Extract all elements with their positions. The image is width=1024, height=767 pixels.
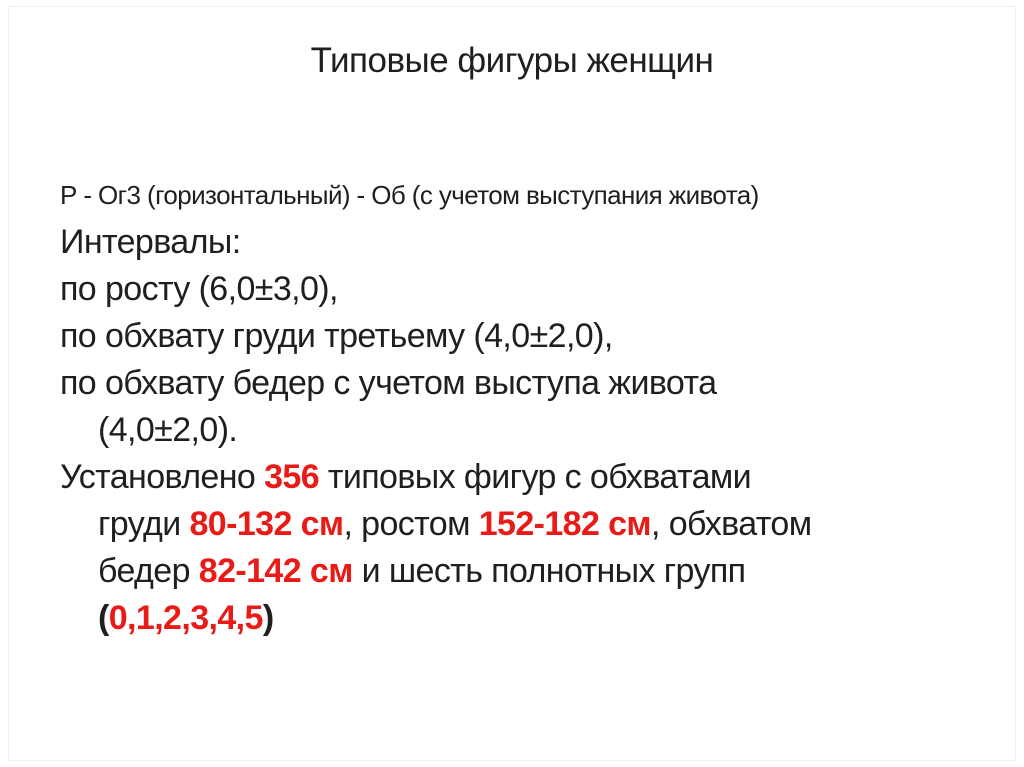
text-segment: по обхвату бедер с учетом выступа живота [60, 364, 717, 402]
text-segment: по росту (6,0±3,0), [60, 270, 338, 308]
text-line [60, 501, 980, 548]
text-segment: (4,0±2,0). [98, 411, 238, 449]
text-segment: Интервалы: [60, 223, 241, 261]
text-segment: , обхватом [651, 505, 812, 543]
text-line [60, 595, 980, 642]
text-segment: Установлено [60, 458, 265, 496]
text-segment: ( [98, 599, 109, 637]
text-line [60, 454, 980, 501]
text-line [60, 266, 980, 313]
highlight-number: 82-142 см [198, 552, 353, 590]
text-segment: , ростом [343, 505, 479, 543]
text-segment: бедер [98, 552, 199, 590]
text-segment: груди [98, 505, 190, 543]
text-segment: по обхвату груди третьему (4,0±2,0), [60, 317, 613, 355]
text-line [60, 313, 980, 360]
highlight-number: 152-182 см [478, 505, 651, 543]
highlight-number: 0,1,2,3,4,5 [108, 599, 263, 637]
highlight-number: 356 [264, 458, 320, 496]
text-segment: ) [262, 599, 274, 637]
text-line [60, 548, 980, 595]
slide-title: Типовые фигуры женщин [310, 41, 714, 80]
highlight-number: 80-132 см [189, 505, 344, 543]
text-line [60, 219, 980, 266]
text-segment: Р - Ог3 (горизонтальный) - Об (с учетом выступания живота) [60, 180, 759, 210]
text-line [60, 360, 980, 407]
slide-body [60, 172, 980, 642]
text-line [60, 172, 980, 219]
text-segment: типовых фигур с обхватами [319, 458, 752, 496]
text-segment: и шесть полнотных групп [352, 552, 746, 590]
text-line [60, 407, 980, 454]
